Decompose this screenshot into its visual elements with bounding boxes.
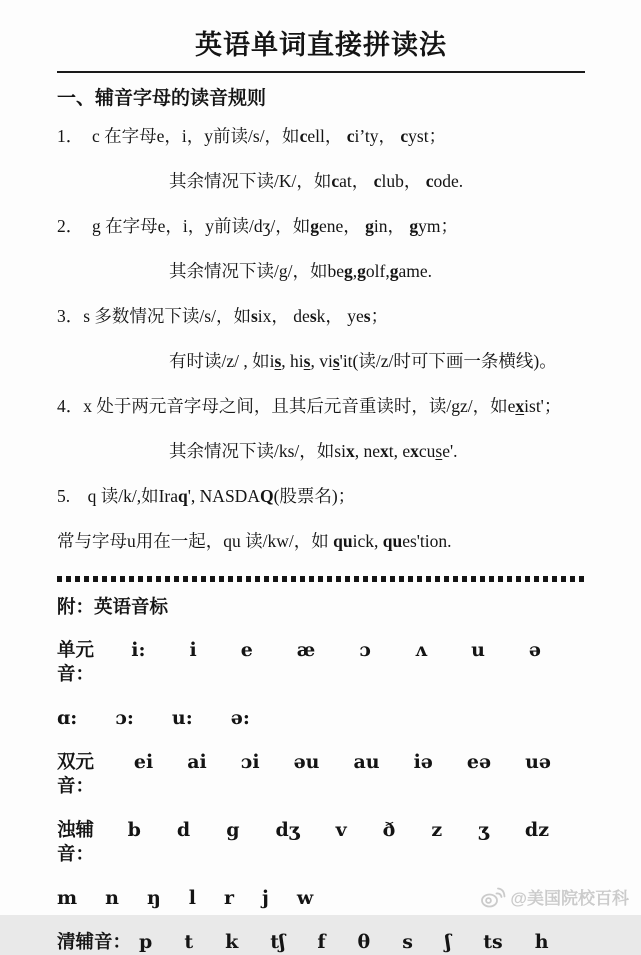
text-segment: s [332, 351, 340, 371]
text-segment: , ne [354, 441, 380, 461]
text-segment: qu [382, 531, 403, 551]
phonetic-symbol: tʃ [270, 931, 286, 953]
text-segment: s [309, 306, 317, 326]
text-segment: x [345, 441, 355, 461]
rule-3-line-1 [57, 306, 585, 327]
text-segment: k， ye [316, 306, 364, 326]
rule-3-line-2 [57, 351, 585, 372]
text-segment: ode. [433, 171, 464, 191]
phonetic-symbol: θ [357, 931, 371, 953]
text-segment: , hi [281, 351, 304, 371]
text-segment: olf, [365, 261, 390, 281]
text-segment: (股票名)； [273, 486, 356, 506]
phonetic-symbol: au [353, 751, 380, 773]
phonetic-symbol: dz [524, 819, 549, 841]
text-segment: 常与字母u用在一起，qu 读/kw/，如 [57, 531, 334, 551]
phonetic-symbol: æ [296, 639, 316, 661]
phonetic-row-monophthongs [57, 638, 585, 687]
text-segment: x [515, 396, 525, 416]
text-segment: ist'； [524, 396, 562, 416]
phonetic-symbol: ai [187, 751, 207, 773]
text-segment: x [410, 441, 419, 461]
phonetic-row-monophthongs-cont [57, 706, 585, 731]
text-segment: 4．x 处于两元音字母之间，且其后元音重读时，读/gz/，如e [57, 396, 516, 416]
page-title: 英语单词直接拼读法 [195, 30, 447, 60]
phonetic-symbol: u: [171, 707, 193, 729]
text-segment: c [331, 171, 340, 191]
phonetic-symbol: z [431, 819, 443, 841]
text-segment: g [357, 261, 366, 281]
row-label-voiceless-consonants: 清辅音： [57, 933, 132, 953]
phonetic-symbol: f [317, 931, 326, 953]
phonetic-symbol: ɔ [359, 639, 371, 661]
phonetic-symbol: əu [293, 751, 320, 773]
text-segment: ； [370, 306, 389, 326]
phonetic-symbol: n [105, 887, 119, 909]
rule-1-line-2 [57, 171, 585, 192]
phonetic-symbol: eə [466, 751, 492, 773]
text-segment: s [303, 351, 311, 371]
text-segment: ene， [319, 216, 366, 236]
phonetic-row-voiceless-consonants [57, 930, 585, 955]
rule-2-line-2 [57, 261, 585, 282]
phonetic-symbol: b [127, 819, 141, 841]
phonetic-symbol: i: [131, 639, 146, 661]
section-heading: 一、辅音字母的读音规则 [57, 88, 267, 109]
rule-5-line-1 [57, 486, 585, 507]
text-segment: c [299, 126, 308, 146]
weibo-icon [479, 885, 506, 909]
text-segment: q [178, 486, 188, 506]
text-segment: 1． c 在字母e，i，y前读/s/，如 [57, 126, 300, 146]
phonetic-symbols [139, 930, 581, 955]
phonetic-symbols [57, 886, 341, 911]
text-segment: at， [339, 171, 374, 191]
text-segment: 2． g 在字母e，i，y前读/dʒ/，如 [57, 216, 311, 236]
text-segment: 其余情况下读/ks/，如si [169, 441, 346, 461]
text-segment: e'. [442, 441, 458, 461]
text-segment: 其余情况下读/g/，如be [169, 261, 344, 281]
text-segment: g [365, 216, 374, 236]
rule-4-line-2 [57, 441, 585, 462]
text-segment: c [373, 171, 382, 191]
phonetic-symbol: p [139, 931, 153, 953]
phonetic-symbol: j [262, 887, 269, 909]
text-segment: ell， [307, 126, 347, 146]
phonetic-symbol: ɔi [240, 751, 260, 773]
phonetic-symbol: h [534, 931, 549, 953]
row-label-voiced-consonants: 浊辅音： [57, 821, 95, 865]
text-segment: 有时读/z/ , 如i [169, 351, 275, 371]
text-segment: t, e [388, 441, 411, 461]
phonetic-symbol: iə [413, 751, 433, 773]
phonetic-symbol: v [335, 819, 347, 841]
appendix-heading: 附：英语音标 [57, 598, 169, 618]
phonetic-symbols [128, 818, 585, 843]
phonetic-symbol: s [402, 931, 413, 953]
rule-5-line-2 [57, 531, 585, 552]
phonetic-symbol: g [226, 819, 240, 841]
text-segment: 5. q 读/k/,如Ira [57, 486, 179, 506]
rule-1-line-1 [57, 126, 585, 147]
text-segment: s [435, 441, 443, 461]
text-segment: g [409, 216, 419, 236]
text-segment: x [380, 441, 389, 461]
text-segment: ame. [398, 261, 432, 281]
phonetic-symbol: t [184, 931, 194, 953]
text-segment: , vi [310, 351, 333, 371]
phonetic-symbol: uə [525, 751, 551, 773]
phonetic-symbol: w [296, 887, 314, 909]
phonetic-symbol: ɑ: [57, 707, 78, 729]
phonetic-symbol: ə: [230, 707, 250, 729]
text-segment: 其余情况下读/K/，如 [169, 171, 332, 191]
phonetic-symbol: ʃ [444, 931, 452, 953]
watermark-handle: @美国院校百科 [510, 889, 629, 908]
phonetic-symbol: ɔ: [115, 707, 134, 729]
phonetic-symbol: r [223, 887, 234, 909]
phonetic-row-voiced-consonants [57, 818, 585, 867]
text-segment: s [250, 306, 258, 326]
dotted-divider [57, 576, 585, 582]
phonetic-symbol: u [471, 639, 485, 661]
text-segment: c [400, 126, 409, 146]
phonetic-symbol: ə [528, 639, 541, 661]
phonetic-row-diphthongs [57, 750, 585, 799]
phonetic-symbol: d [176, 819, 191, 841]
phonetic-symbols [134, 750, 585, 775]
phonetic-symbol: dʒ [275, 819, 300, 841]
text-segment: i’ty， [354, 126, 401, 146]
text-segment: s [363, 306, 371, 326]
text-segment: lub， [381, 171, 426, 191]
text-segment: g [310, 216, 319, 236]
phonetic-symbol: e [240, 639, 253, 661]
text-segment: ix， de [257, 306, 310, 326]
watermark [479, 884, 629, 909]
row-label-monophthongs: 单元音： [57, 641, 95, 685]
row-label-diphthongs: 双元音： [57, 753, 95, 797]
text-segment: g [389, 261, 399, 281]
phonetic-symbol: ts [483, 931, 503, 953]
rule-4-line-1 [57, 396, 585, 417]
phonetic-symbol: ʌ [414, 639, 428, 661]
phonetic-symbol: ð [382, 819, 396, 841]
text-segment: 3．s 多数情况下读/s/，如 [57, 306, 251, 326]
text-segment: qu [333, 531, 353, 551]
rules-list [57, 126, 585, 552]
text-segment: in， [373, 216, 410, 236]
text-segment: c [425, 171, 434, 191]
phonetic-symbol: l [188, 887, 196, 909]
phonetic-symbol: k [225, 931, 239, 953]
text-segment: c [346, 126, 355, 146]
text-segment: s [274, 351, 282, 371]
phonetic-symbol: ŋ [146, 887, 161, 909]
phonetic-symbol: ei [133, 751, 154, 773]
text-segment: ick, [352, 531, 383, 551]
phonetic-symbols [57, 706, 288, 731]
text-segment: es'tion. [402, 531, 452, 551]
phonetic-symbol: m [57, 887, 78, 909]
text-segment: 'it(读/z/时可下画一条横线)。 [339, 351, 557, 371]
text-segment: , [352, 261, 358, 281]
text-segment: ym； [418, 216, 459, 236]
text-segment: yst； [408, 126, 447, 146]
phonetic-symbol: i [189, 639, 197, 661]
text-segment: g [344, 261, 353, 281]
title-underline-rule [57, 71, 585, 73]
phonetic-symbols [131, 638, 585, 663]
text-segment: cu [418, 441, 436, 461]
phonetic-symbol: ʒ [478, 819, 489, 841]
text-segment: Q [259, 486, 274, 506]
text-segment: ', NASDA [187, 486, 260, 506]
rule-2-line-1 [57, 216, 585, 237]
